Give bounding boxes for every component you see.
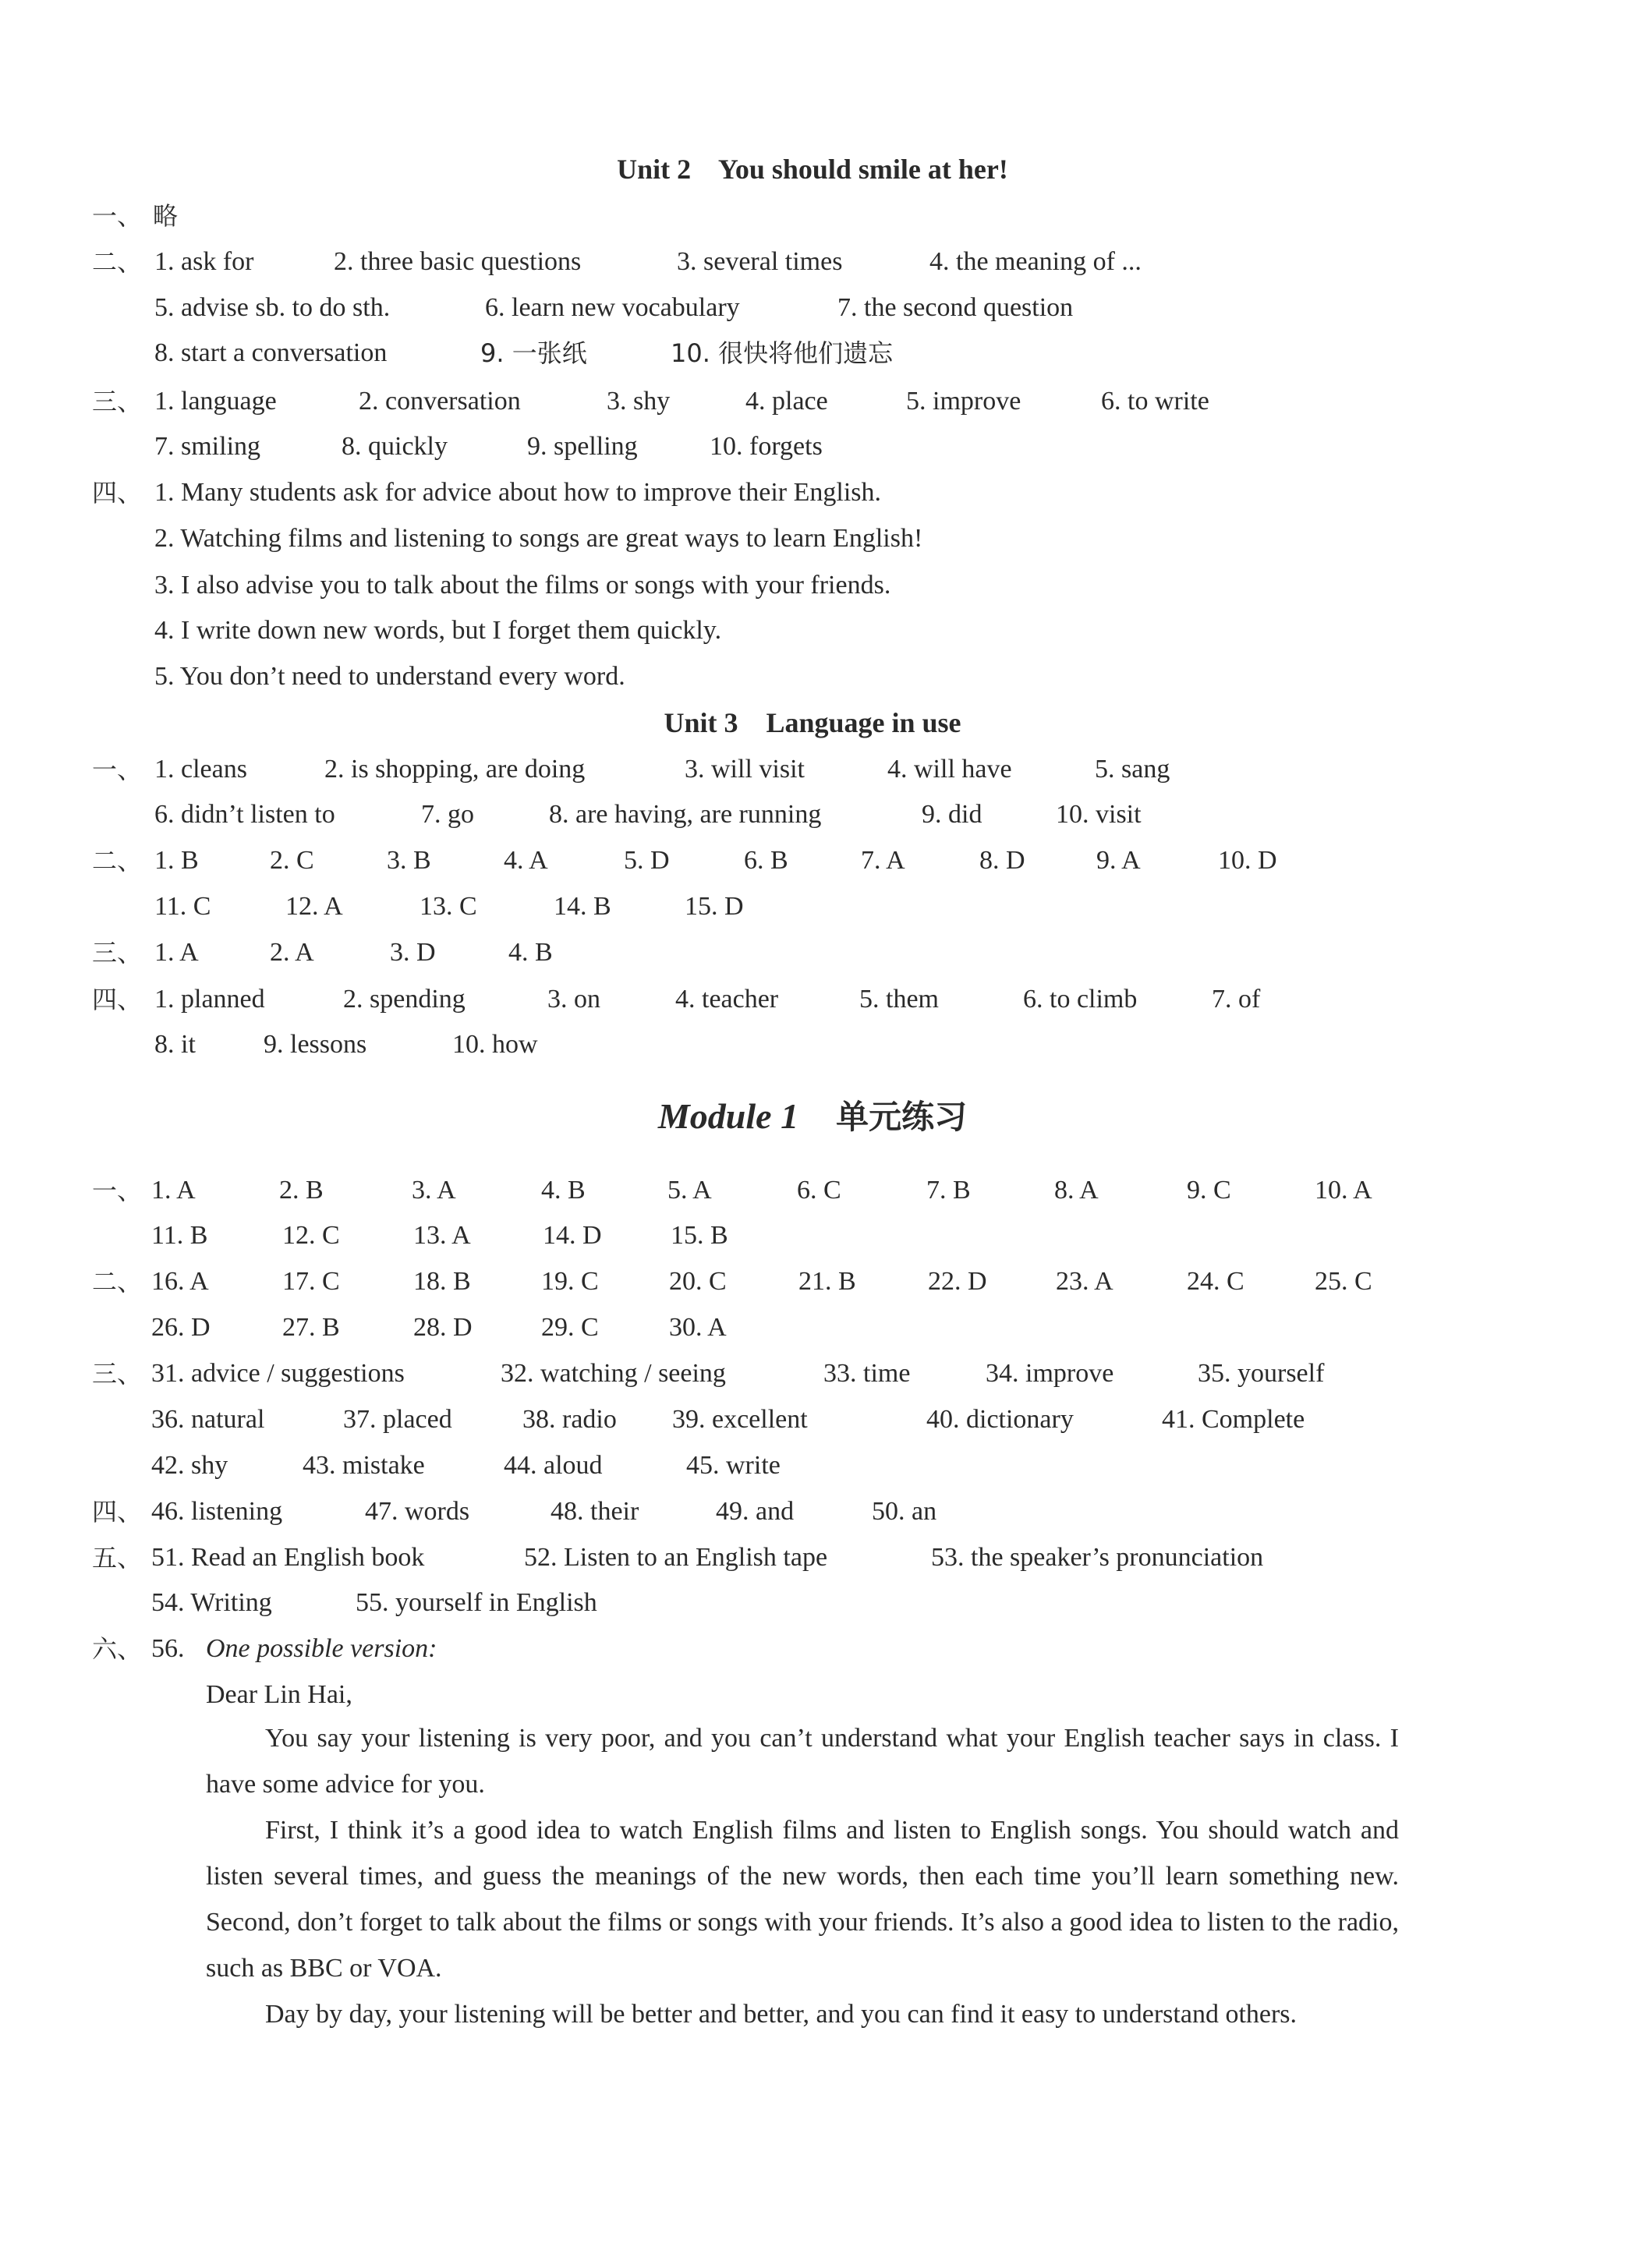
answer-item: 12. A [285, 892, 343, 921]
answer-item: 8. D [979, 846, 1025, 875]
answer-item: 9. did [922, 800, 982, 829]
answer-item: 10. how [452, 1030, 538, 1059]
essay-intro: One possible version: [206, 1634, 437, 1663]
answer-item: 53. the speaker’s pronunciation [931, 1543, 1264, 1572]
answer-item: 3. I also advise you to talk about the films or songs with your friends. [154, 571, 891, 600]
answer-item: 3. will visit [685, 755, 805, 784]
answer-item: 5. You don’t need to understand every word. [154, 662, 625, 691]
answer-item: 7. of [1212, 985, 1261, 1014]
answer-item: 42. shy [151, 1451, 228, 1480]
answer-item: 8. it [154, 1030, 196, 1059]
answer-item: 43. mistake [303, 1451, 425, 1480]
answer-item: 4. will have [887, 755, 1012, 784]
answer-item: 10. visit [1056, 800, 1142, 829]
answer-item: 13. A [413, 1221, 471, 1250]
answer-item: 4. I write down new words, but I forget them quickly. [154, 616, 722, 645]
answer-item: 49. and [716, 1497, 795, 1526]
answer-item: 6. to climb [1023, 985, 1138, 1014]
answer-item: 3. on [547, 985, 600, 1014]
letter-paragraph-3: Day by day, your listening will be better and better, and you can find it easy to understand others. [265, 2000, 1298, 2029]
section-label: 三、 [92, 1359, 143, 1389]
answer-item: 24. C [1187, 1267, 1244, 1296]
answer-item: 1. A [154, 938, 199, 967]
answer-item: 2. conversation [359, 387, 521, 416]
answer-item: 16. A [151, 1267, 209, 1296]
answer-item: 2. spending [343, 985, 466, 1014]
answer-item: 4. the meaning of ... [929, 247, 1142, 276]
answer-item: 44. aloud [504, 1451, 603, 1480]
answer-item: 5. them [859, 985, 939, 1014]
answer-item: 27. B [282, 1313, 340, 1342]
answer-item: 55. yourself in English [356, 1588, 597, 1617]
answer-item: 34. improve [986, 1359, 1114, 1388]
answer-item: 4. B [508, 938, 553, 967]
answer-item: 51. Read an English book [151, 1543, 425, 1572]
answer-item: 40. dictionary [926, 1405, 1074, 1434]
section-label: 一、 [92, 201, 143, 231]
letter-salutation: Dear Lin Hai, [206, 1680, 352, 1709]
answer-item: 15. D [685, 892, 744, 921]
answer-item: 3. B [387, 846, 431, 875]
answer-item: 39. excellent [672, 1405, 808, 1434]
answer-item: 1. A [151, 1176, 196, 1205]
answer-item: 略 [153, 201, 179, 231]
unit3-title: Unit 3 Language in use [664, 707, 961, 738]
answer-item: 9. spelling [527, 432, 638, 461]
answer-item: 48. their [551, 1497, 639, 1526]
answer-item: 8. are having, are running [549, 800, 822, 829]
answer-item: 4. place [745, 387, 828, 416]
answer-item: 21. B [798, 1267, 856, 1296]
section-label: 一、 [92, 1176, 143, 1205]
answer-item: 3. A [412, 1176, 456, 1205]
answer-item: 18. B [413, 1267, 471, 1296]
answer-item: 1. planned [154, 985, 265, 1014]
answer-item: 7. A [861, 846, 905, 875]
answer-item: 5. advise sb. to do sth. [154, 293, 391, 322]
answer-item: 26. D [151, 1313, 211, 1342]
answer-item: 9. 一张纸 [480, 338, 587, 368]
answer-item: 6. B [744, 846, 788, 875]
answer-item: 1. ask for [154, 247, 254, 276]
answer-item: 3. shy [607, 387, 671, 416]
answer-item: 9. A [1096, 846, 1141, 875]
answer-item: 50. an [872, 1497, 937, 1526]
answer-item: 2. Watching films and listening to songs are great ways to learn English! [154, 524, 923, 553]
answer-item: 1. Many students ask for advice about how to improve their English. [154, 478, 881, 507]
answer-item: 7. B [926, 1176, 971, 1205]
answer-item: 11. B [151, 1221, 208, 1250]
answer-item: 28. D [413, 1313, 473, 1342]
answer-item: 7. the second question [837, 293, 1074, 322]
section-label: 三、 [92, 938, 143, 968]
answer-item: 4. A [504, 846, 548, 875]
answer-item: 4. B [541, 1176, 586, 1205]
section-label: 四、 [92, 1497, 143, 1527]
answer-item: 32. watching / seeing [501, 1359, 726, 1388]
answer-item: 6. learn new vocabulary [485, 293, 740, 322]
module1-title-cn: 单元练习 [836, 1098, 968, 1136]
answer-item: 7. go [421, 800, 474, 829]
answer-item: 2. three basic questions [334, 247, 582, 276]
section-label: 二、 [92, 1267, 143, 1297]
answer-item: 8. start a conversation [154, 338, 388, 367]
module1-title [0, 1092, 1625, 1138]
answer-item: 47. words [365, 1497, 470, 1526]
module1-title-en: Module 1 [657, 1096, 799, 1136]
answer-item: 10. D [1218, 846, 1277, 875]
answer-item: 2. is shopping, are doing [324, 755, 586, 784]
section-label: 一、 [92, 755, 143, 784]
answer-item: 10. forgets [710, 432, 823, 461]
section-label: 六、 [92, 1634, 143, 1664]
answer-item: 2. A [270, 938, 314, 967]
answer-item: 10. 很快将他们遗忘 [671, 338, 894, 368]
answer-item: 23. A [1056, 1267, 1113, 1296]
answer-item: 6. C [797, 1176, 841, 1205]
answer-item: 38. radio [522, 1405, 617, 1434]
answer-item: 8. quickly [342, 432, 448, 461]
answer-item: 11. C [154, 892, 211, 921]
answer-item: 33. time [823, 1359, 911, 1388]
answer-item: 7. smiling [154, 432, 261, 461]
answer-item: 6. didn’t listen to [154, 800, 335, 829]
unit2-title: Unit 2 You should smile at her! [617, 154, 1008, 185]
answer-item: 36. natural [151, 1405, 265, 1434]
answer-item: 19. C [541, 1267, 599, 1296]
answer-item: 52. Listen to an English tape [524, 1543, 828, 1572]
answer-item: 2. B [279, 1176, 324, 1205]
question-number: 56. [151, 1634, 185, 1663]
answer-item: 9. lessons [264, 1030, 367, 1059]
answer-item: 2. C [270, 846, 314, 875]
answer-item: 10. A [1315, 1176, 1372, 1205]
answer-item: 9. C [1187, 1176, 1231, 1205]
answer-item: 20. C [669, 1267, 727, 1296]
answer-item: 30. A [669, 1313, 727, 1342]
answer-item: 5. sang [1095, 755, 1170, 784]
section-label: 四、 [92, 985, 143, 1014]
answer-item: 3. D [390, 938, 436, 967]
answer-item: 29. C [541, 1313, 599, 1342]
answer-item: 46. listening [151, 1497, 283, 1526]
section-label: 三、 [92, 387, 143, 416]
answer-item: 14. D [543, 1221, 602, 1250]
answer-item: 5. improve [906, 387, 1021, 416]
letter-paragraph-1: You say your listening is very poor, and you can’t understand what your English teacher says in class. I have some advice for you. [206, 1724, 1399, 1799]
answer-item: 37. placed [343, 1405, 452, 1434]
answer-item: 3. several times [677, 247, 843, 276]
answer-item: 17. C [282, 1267, 340, 1296]
answer-item: 5. A [667, 1176, 712, 1205]
answer-item: 22. D [928, 1267, 987, 1296]
answer-item: 31. advice / suggestions [151, 1359, 405, 1388]
answer-item: 14. B [554, 892, 611, 921]
answer-item: 13. C [420, 892, 477, 921]
answer-item: 4. teacher [675, 985, 779, 1014]
answer-item: 41. Complete [1162, 1405, 1305, 1434]
answer-item: 12. C [282, 1221, 340, 1250]
answer-item: 6. to write [1101, 387, 1209, 416]
section-label: 四、 [92, 478, 143, 508]
answer-item: 45. write [686, 1451, 781, 1480]
section-label: 二、 [92, 846, 143, 876]
section-label: 二、 [92, 247, 143, 277]
answer-item: 5. D [624, 846, 670, 875]
answer-item: 15. B [671, 1221, 728, 1250]
letter-paragraph-2: First, I think it’s a good idea to watch English films and listen to English songs. You should watch and listen several times, and guess the meanings of the new words, then each time you’ll learn something new. Second, don’t forget to talk about the films or songs with your friends. It’s also a good idea to listen to the radio, such as BBC or VOA. [206, 1816, 1399, 1983]
answer-item: 8. A [1054, 1176, 1099, 1205]
section-label: 五、 [92, 1543, 143, 1573]
answer-item: 1. cleans [154, 755, 247, 784]
answer-item: 1. B [154, 846, 199, 875]
answer-item: 35. yourself [1198, 1359, 1325, 1388]
answer-item: 25. C [1315, 1267, 1372, 1296]
answer-item: 54. Writing [151, 1588, 272, 1617]
answer-item: 1. language [154, 387, 277, 416]
